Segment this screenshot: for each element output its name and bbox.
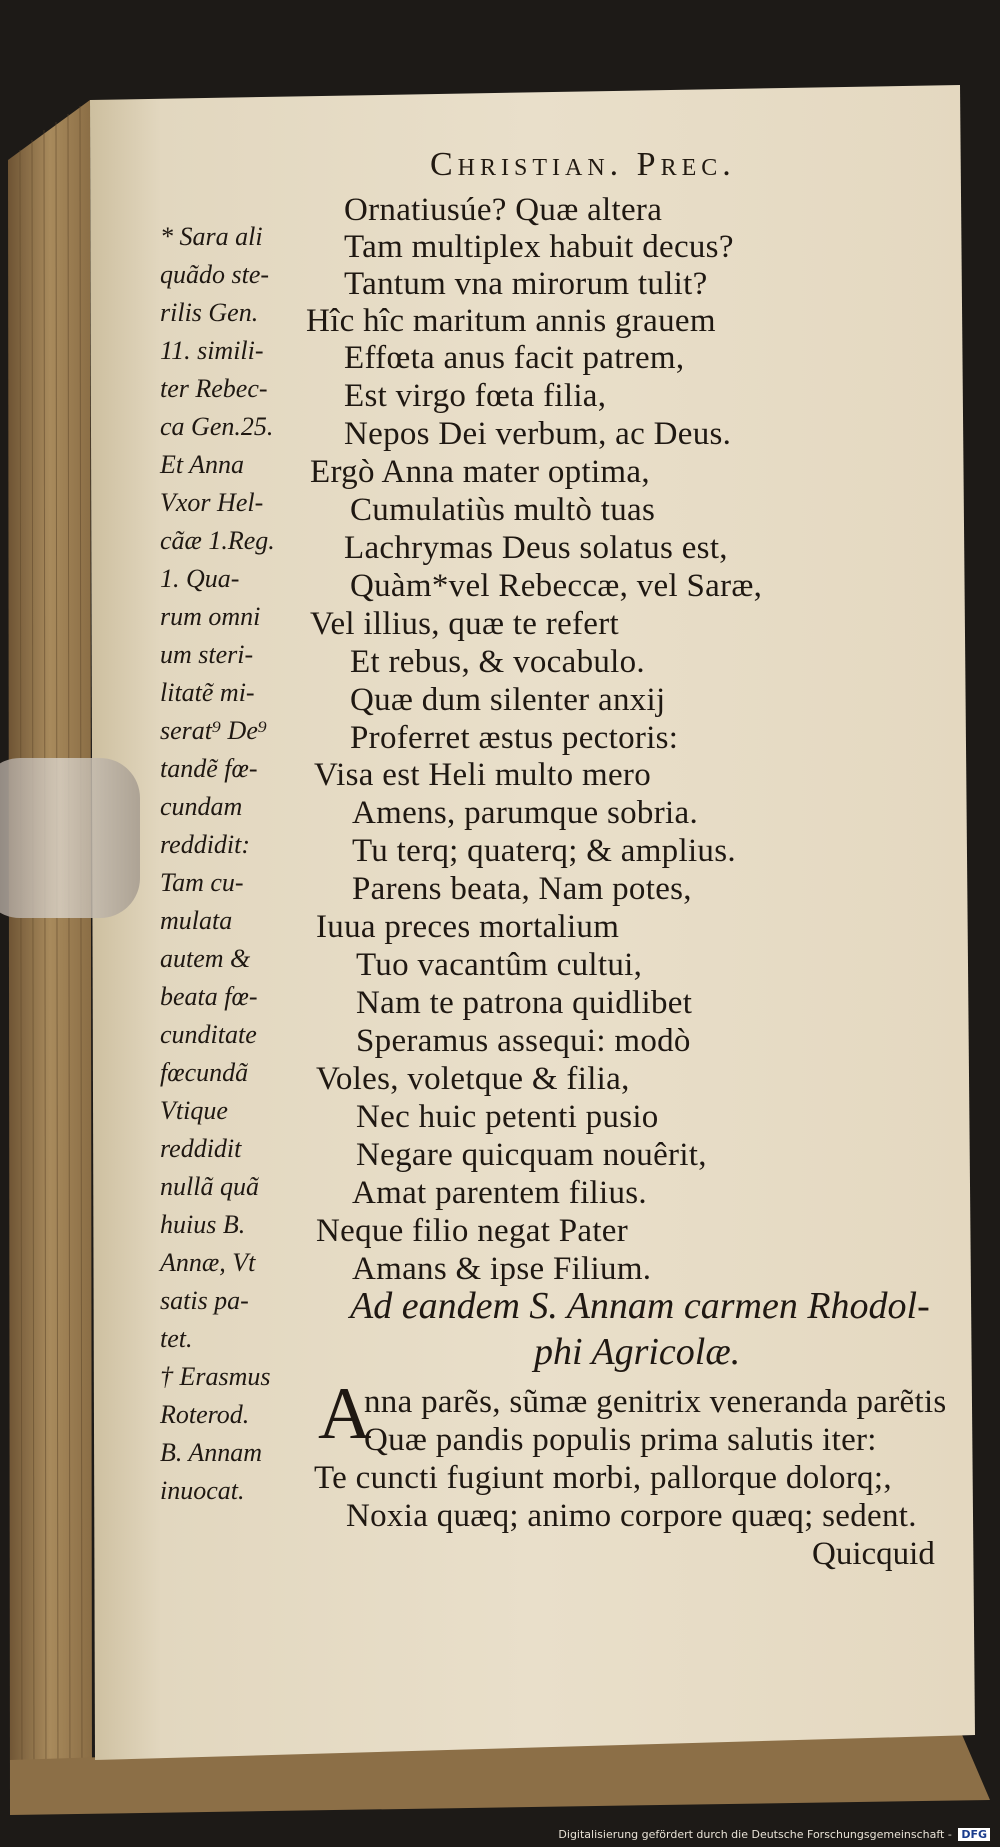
poem-line: Lachrymas Deus solatus est, [344,530,728,566]
epigram-line: Quæ pandis populis prima salutis iter: [364,1422,877,1458]
poem-line: Cumulatiùs multò tuas [350,492,656,528]
catchword: Quicquid [812,1536,935,1572]
margin-note: quãdo ste- [160,260,270,289]
margin-note: beata fœ- [160,982,258,1011]
poem-line: Vel illius, quæ te refert [310,606,620,642]
footer-credit [554,1826,994,1843]
margin-note: cunditate [160,1020,257,1049]
margin-note: satis pa- [160,1286,249,1315]
margin-note: autem & [160,944,251,973]
poem-line: Negare quicquam nouêrit, [356,1137,707,1173]
epigram-line: Noxia quæq; animo corpore quæq; sedent. [346,1498,917,1534]
margin-note: Vxor Hel- [160,488,264,517]
poem-line: Ornatiusúe? Quæ altera [344,192,663,228]
margin-note: tet. [160,1324,193,1353]
margin-note: mulata [160,906,233,935]
margin-note: Roterod. [160,1400,250,1429]
epigram-line: nna parẽs, sũmæ genitrix veneranda parẽtis [364,1384,947,1420]
margin-note: litatẽ mi- [160,678,255,707]
poem-line: Neque filio negat Pater [316,1213,629,1249]
margin-note: B. Annam [160,1438,263,1467]
poem-line: Iuua preces mortalium [316,909,620,945]
dfg-logo: DFG [958,1828,990,1841]
poem-line: Quàm*vel Rebeccæ, vel Saræ, [350,568,763,604]
margin-note: Annæ, Vt [160,1248,256,1277]
margin-note: 1. Qua- [160,564,240,593]
poem-line: Visa est Heli multo mero [314,757,651,793]
poem-line: Parens beata, Nam potes, [352,871,692,907]
poem-line: Tantum vna mirorum tulit? [344,266,708,302]
poem-line: Nepos Dei verbum, ac Deus. [344,416,732,452]
poem-line: Voles, voletque & filia, [316,1061,630,1097]
section-title-line-2: phi Agricolæ. [534,1331,741,1373]
epigram-line: Te cuncti fugiunt morbi, pallorque dolorq;, [314,1460,892,1496]
margin-note: Tam cu- [160,868,244,897]
margin-note: ca Gen.25. [160,412,274,441]
margin-note: nullã quã [160,1172,259,1201]
margin-note: Et Anna [160,450,245,479]
section-title-line-1: Ad eandem S. Annam carmen Rhodol- [350,1285,930,1327]
poem-line: Ergò Anna mater optima, [310,454,650,490]
margin-note: cãæ 1.Reg. [160,526,275,555]
poem-line: Nam te patrona quidlibet [356,985,693,1021]
margin-note: fœcundã [160,1058,249,1087]
margin-note: um steri- [160,640,254,669]
margin-note: serat⁹ De⁹ [160,716,267,745]
margin-note: rilis Gen. [160,298,259,327]
poem-line: Est virgo fœta filia, [344,378,607,414]
footer-text: Digitalisierung gefördert durch die Deutsche Forschungsgemeinschaft - [558,1828,952,1841]
poem-line: Nec huic petenti pusio [356,1099,659,1135]
poem-line: Amans & ipse Filium. [352,1251,652,1287]
margin-note: reddidit [160,1134,242,1163]
margin-note: * Sara ali [160,222,263,251]
drop-cap: A [318,1373,372,1455]
poem-line: Effœta anus facit patrem, [344,340,685,376]
poem-line: Quæ dum silenter anxij [350,682,666,718]
margin-note: 11. simili- [160,336,264,365]
poem-line: Tuo vacantûm cultui, [356,947,643,983]
poem-line: Amens, parumque sobria. [352,795,698,831]
poem-line: Et rebus, & vocabulo. [350,644,645,680]
poem-line: Tu terq; quaterq; & amplius. [352,833,736,869]
poem-line: Tam multiplex habuit decus? [344,229,734,265]
margin-note: huius B. [160,1210,246,1239]
margin-note: rum omni [160,602,261,631]
poem-line: Hîc hîc maritum annis grauem [306,303,716,339]
poem-line: Proferret æstus pectoris: [350,720,679,756]
margin-note: † Erasmus [160,1362,271,1391]
poem-line: Amat parentem filius. [352,1175,647,1211]
margin-note: inuocat. [160,1476,245,1505]
margin-note: reddidit: [160,830,251,859]
margin-note: Vtique [160,1096,228,1125]
margin-note: cundam [160,792,243,821]
margin-note: ter Rebec- [160,374,268,403]
margin-note: tandẽ fœ- [160,754,258,783]
poem-line: Speramus assequi: modò [356,1023,691,1059]
running-header: Christian. Prec. [430,146,736,183]
